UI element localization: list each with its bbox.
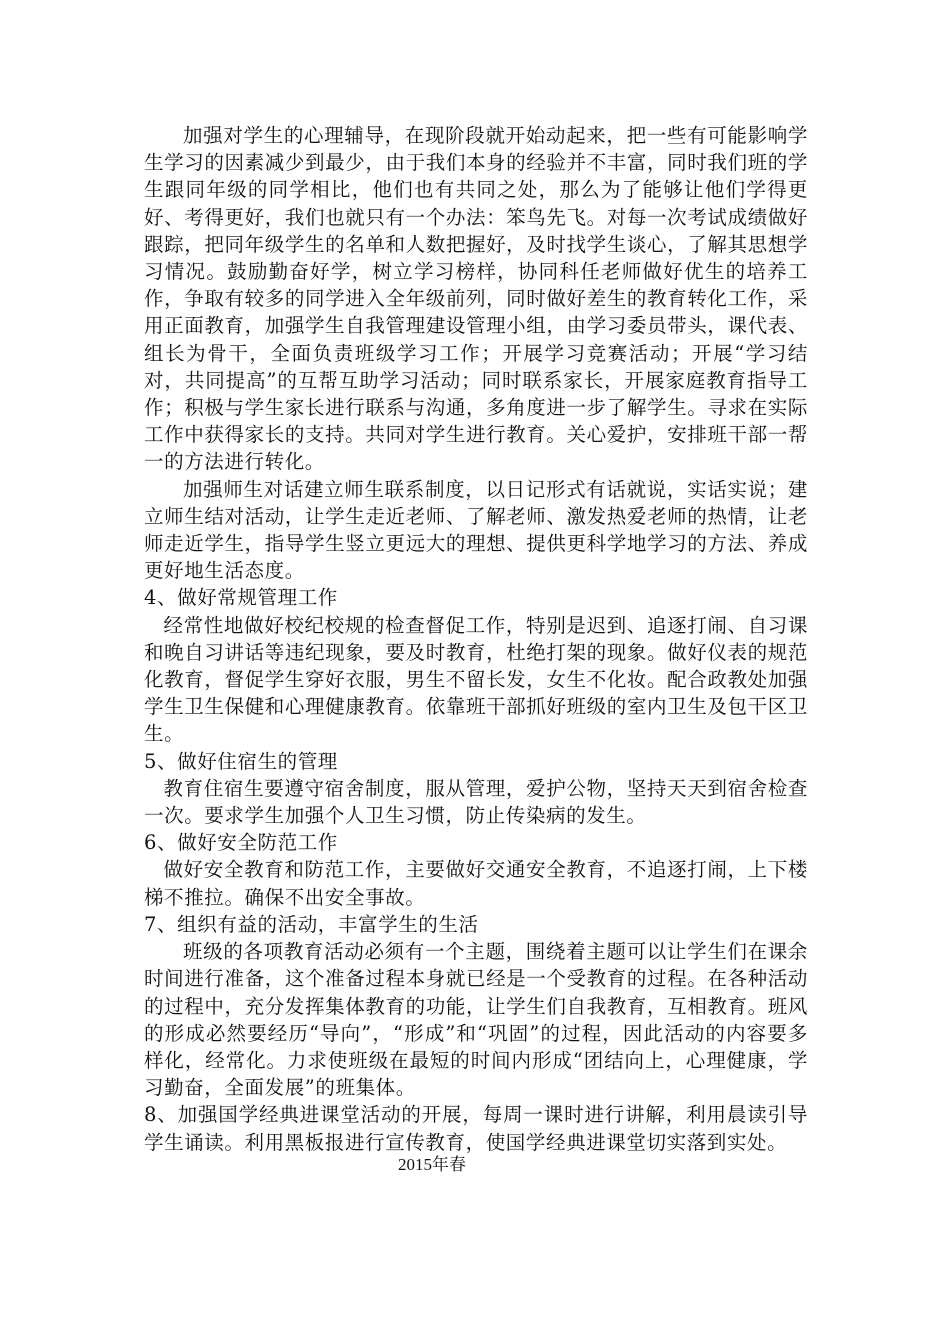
- document-date: 2015年春: [398, 1155, 466, 1174]
- section-body-safety: 做好安全教育和防范工作，主要做好交通安全教育，不追逐打闹，上下楼梯不推拉。确保不出安全事故。: [144, 858, 808, 909]
- section-heading-safety: 6、做好安全防范工作: [144, 831, 338, 855]
- section-heading-activities: 7、组织有益的活动，丰富学生的生活: [144, 912, 479, 936]
- section-body-activities: 班级的各项教育活动必须有一个主题，围绕着主题可以让学生们在课余时间进行准备，这个准备过程本身就已经是一个受教育的过程。在各种活动的过程中，充分发挥集体教育的功能，让学生们自我教育，互相教育。班风的形成必然要经历“导向”，“形成”和“巩固”的过程，因此活动的内容要多样化，经常化。力求使班级在最短的时间内形成“团结向上，心理健康，学习勤奋，全面发展”的班集体。: [144, 940, 808, 1100]
- paragraph-teacher-student-dialogue: 加强师生对话建立师生联系制度，以日记形式有话就说，实话实说；建立师生结对活动，让学生走近老师、了解老师、激发热爱老师的热情，让老师走近学生，指导学生竖立更远大的理想、提供更科学地学习的方法、养成更好地生活态度。: [144, 477, 808, 583]
- section-heading-boarding-management: 5、做好住宿生的管理: [144, 749, 338, 773]
- document-body: [144, 122, 808, 1156]
- closing-paragraph-classics: 8、加强国学经典进课堂活动的开展，每周一课时进行讲解，利用晨读引导学生诵读。利用黑板报进行宣传教育，使国学经典进课堂切实落到实处。: [144, 1103, 808, 1154]
- section-heading-routine-management: 4、做好常规管理工作: [144, 586, 338, 610]
- paragraph-psychological-guidance: 加强对学生的心理辅导，在现阶段就开始动起来，把一些有可能影响学生学习的因素减少到最少，由于我们本身的经验并不丰富，同时我们班的学生跟同年级的同学相比，他们也有共同之处，那么为了能够让他们学得更好、考得更好，我们也就只有一个办法：笨鸟先飞。对每一次考试成绩做好跟踪，把同年级学生的名单和人数把握好，及时找学生谈心，了解其思想学习情况。鼓励勤奋好学，树立学习榜样，协同科任老师做好优生的培养工作，争取有较多的同学进入全年级前列，同时做好差生的教育转化工作，采用正面教育，加强学生自我管理建设管理小组，由学习委员带头，课代表、组长为骨干，全面负责班级学习工作；开展学习竞赛活动；开展“学习结对，共同提高”的互帮互助学习活动；同时联系家长，开展家庭教育指导工作；积极与学生家长进行联系与沟通，多角度进一步了解学生。寻求在实际工作中获得家长的支持。共同对学生进行教育。关心爱护，安排班干部一帮一的方法进行转化。: [144, 124, 808, 474]
- section-body-routine-management: 经常性地做好校纪校规的检查督促工作，特别是迟到、追逐打闹、自习课和晚自习讲话等违纪现象，要及时教育，杜绝打架的现象。做好仪表的规范化教育，督促学生穿好衣服，男生不留长发，女生不化妆。配合政教处加强学生卫生保健和心理健康教育。依靠班干部抓好班级的室内卫生及包干区卫生。: [144, 613, 808, 746]
- section-body-boarding-management: 教育住宿生要遵守宿舍制度，服从管理，爱护公物，坚持天天到宿舍检查一次。要求学生加强个人卫生习惯，防止传染病的发生。: [144, 776, 808, 828]
